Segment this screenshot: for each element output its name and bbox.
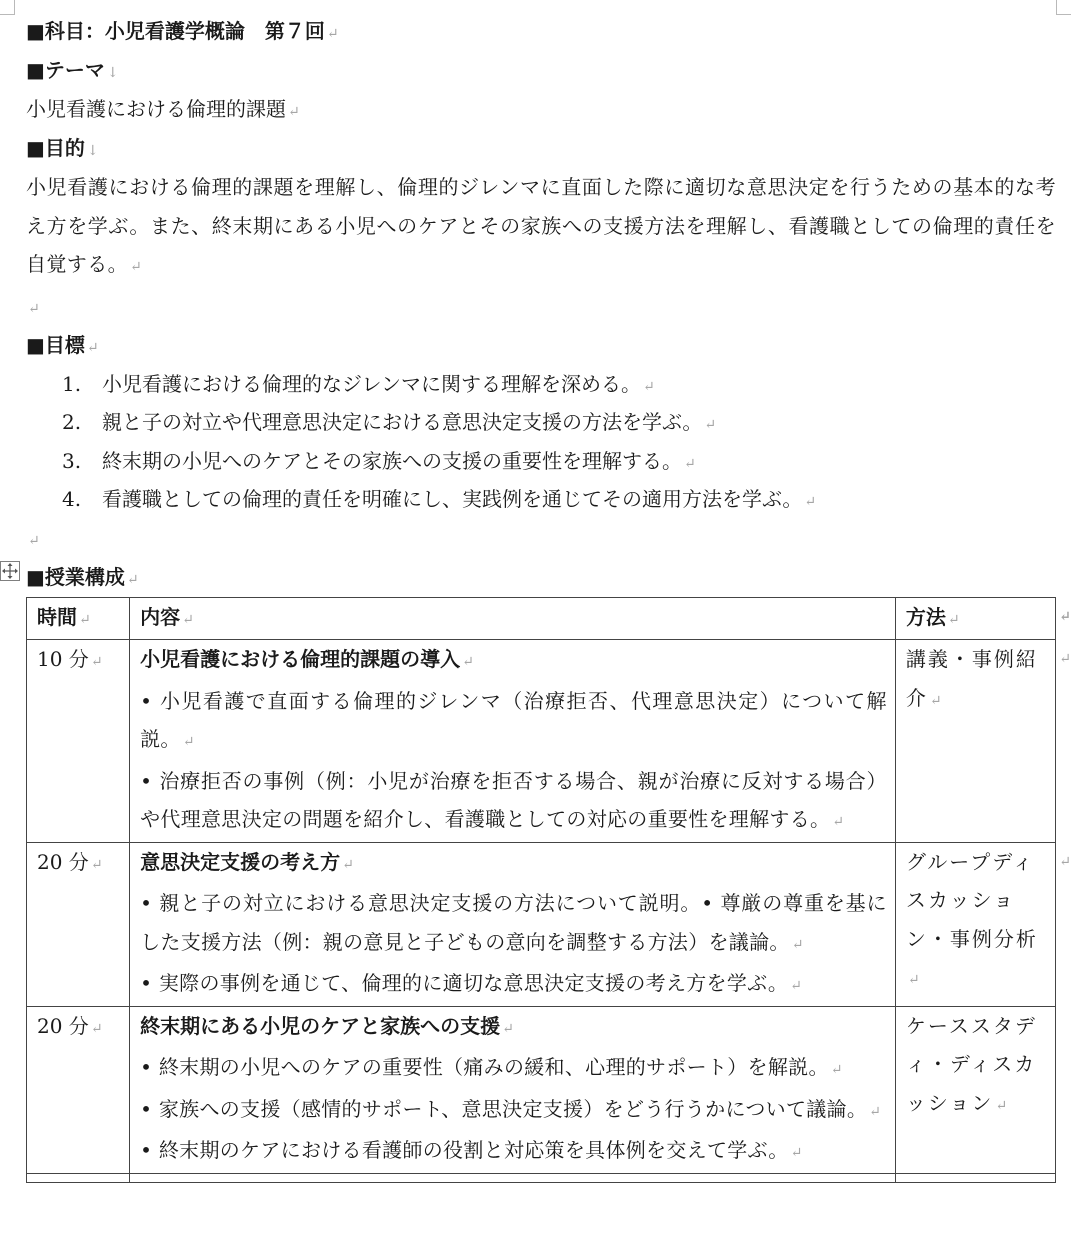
paragraph-mark: ↵ <box>791 936 804 953</box>
paragraph-mark: ↵ <box>832 814 845 830</box>
bullet-item: • 小児看護で直面する倫理的ジレンマ（治療拒否、代理意思決定）について解説。 ↵ <box>140 688 887 751</box>
empty-paragraph <box>26 519 1056 558</box>
bullet-item: • 治療拒否の事例（例：小児が治療を拒否する場合、親が治療に反対する場合）や代理意思決定の問題を紹介し、看護職としての対応の重要性を理解する。 ↵ <box>140 768 887 831</box>
paragraph-mark: ↵ <box>947 611 960 628</box>
paragraph-mark: ↵ <box>907 972 920 988</box>
paragraph-mark: ↵ <box>830 1062 843 1078</box>
header-content-cell[interactable]: 内容 ↵ <box>130 597 896 640</box>
page-corner-top-right <box>1056 0 1071 15</box>
method-cell[interactable]: グループディスカッション・事例分析↵ ↵ <box>895 842 1055 1006</box>
goals-list <box>26 365 1056 519</box>
goal-item <box>26 365 1056 404</box>
goal-text: 看護職としての倫理的責任を明確にし、実践例を通じてその適用方法を学ぶ。 <box>102 487 803 511</box>
paragraph-mark: ↵ <box>804 494 817 510</box>
paragraph-mark: ↵ <box>643 378 655 395</box>
line-break-mark: ↓ <box>106 65 119 81</box>
table-row <box>27 640 1056 843</box>
paragraph-mark: ↵ <box>182 734 195 750</box>
paragraph-mark: ↵ <box>28 532 40 549</box>
goal-number: 1. <box>62 371 82 396</box>
paragraph-mark: ↵ <box>86 339 99 356</box>
row-end-mark: ↵ <box>1059 608 1071 625</box>
goal-text: 小児看護における倫理的なジレンマに関する理解を深める。 <box>102 371 641 396</box>
page-corner-top-left <box>0 0 15 15</box>
table-row-partial <box>27 1173 1056 1182</box>
time-cell[interactable]: 20 分 ↵ <box>27 1006 130 1173</box>
table-header-row <box>27 597 1056 640</box>
time-cell[interactable]: 10 分 ↵ <box>27 640 130 843</box>
theme-text: 小児看護における倫理的課題 ↵ <box>26 97 300 121</box>
bullet-item: • 終末期のケアにおける看護師の役割と対応策を具体例を交えて学ぶ。 ↵ <box>140 1138 803 1162</box>
content-cell[interactable] <box>130 640 896 843</box>
goal-number: 4. <box>62 487 82 511</box>
method-cell[interactable] <box>895 1173 1055 1182</box>
paragraph-mark: ↵ <box>326 26 339 42</box>
time-cell[interactable] <box>27 1173 130 1182</box>
bullet-item: • 家族への支援（感情的サポート、意思決定支援）をどう行うかについて議論。 ↵ <box>140 1096 882 1121</box>
purpose-text: 小児看護における倫理的課題を理解し、倫理的ジレンマに直面した際に適切な意思決定を行うための基本的な考え方を学ぶ。また、終末期にある小児へのケアとその家族への支援方法を理解し、看護職としての倫理的責任を自覚する。 ↵ <box>26 175 1056 276</box>
goal-item <box>26 480 1056 519</box>
theme-heading: ■テーマ ↓ <box>26 58 119 82</box>
paragraph-mark: ↵ <box>995 1097 1008 1114</box>
table-row <box>27 1006 1056 1173</box>
content-cell[interactable] <box>130 1173 896 1182</box>
paragraph-mark: ↵ <box>869 1103 882 1120</box>
bullet-item: • 実際の事例を通じて、倫理的に適切な意思決定支援の考え方を学ぶ。 ↵ <box>140 971 803 995</box>
document-page[interactable] <box>26 12 1071 1183</box>
paragraph-mark: ↵ <box>28 300 40 317</box>
paragraph-mark: ↵ <box>684 455 696 472</box>
bullet-item: • 終末期の小児へのケアの重要性（痛みの緩和、心理的サポート）を解説。 ↵ <box>140 1055 843 1079</box>
row-title: 小児看護における倫理的課題の導入 ↵ <box>140 647 474 671</box>
paragraph-mark: ↵ <box>130 259 143 275</box>
paragraph-mark: ↵ <box>288 104 300 120</box>
paragraph-mark: ↵ <box>929 692 942 709</box>
content-cell[interactable] <box>130 1006 896 1173</box>
line-break-mark: ↓ <box>86 143 99 159</box>
paragraph-mark: ↵ <box>790 978 803 994</box>
goal-number: 3. <box>62 448 82 473</box>
paragraph-mark: ↵ <box>704 417 717 433</box>
goals-heading: ■目標 ↵ <box>26 332 99 357</box>
table-move-handle-icon[interactable] <box>0 561 20 581</box>
row-end-mark: ↵ <box>1059 853 1071 870</box>
goal-text: 親と子の対立や代理意思決定における意思決定支援の方法を学ぶ。 <box>102 410 703 434</box>
row-title: 意思決定支援の考え方 ↵ <box>140 849 354 874</box>
paragraph-mark: ↵ <box>182 611 194 628</box>
paragraph-mark: ↵ <box>90 1020 103 1037</box>
paragraph-mark: ↵ <box>79 611 91 628</box>
goal-item <box>26 442 1056 481</box>
paragraph-mark: ↵ <box>90 856 103 873</box>
method-cell[interactable]: 講義・事例紹介 ↵ ↵ <box>895 640 1055 843</box>
subject-heading: ■科目：小児看護学概論 第７回 ↵ <box>26 19 339 43</box>
table-row <box>27 842 1056 1006</box>
paragraph-mark: ↵ <box>462 654 474 670</box>
row-end-mark: ↵ <box>1059 651 1071 667</box>
goal-item <box>26 403 1056 442</box>
content-cell[interactable] <box>130 842 896 1006</box>
paragraph-mark: ↵ <box>790 1145 803 1161</box>
method-cell[interactable]: ケーススタディ・ディスカッション ↵ <box>895 1006 1055 1173</box>
purpose-heading: ■目的 ↓ <box>26 136 99 160</box>
header-method-cell[interactable]: 方法 ↵ ↵ <box>895 597 1055 640</box>
empty-paragraph <box>26 287 1056 326</box>
goal-number: 2. <box>62 410 82 434</box>
row-title: 終末期にある小児のケアと家族への支援 ↵ <box>140 1013 514 1038</box>
structure-heading: ■授業構成 ↵ <box>26 564 139 589</box>
goal-text: 終末期の小児へのケアとその家族への支援の重要性を理解する。 <box>102 448 682 473</box>
paragraph-mark: ↵ <box>342 856 354 873</box>
paragraph-mark: ↵ <box>126 571 139 588</box>
time-cell[interactable]: 20 分 ↵ <box>27 842 130 1006</box>
paragraph-mark: ↵ <box>90 654 103 670</box>
paragraph-mark: ↵ <box>502 1020 514 1037</box>
bullet-item: • 親と子の対立における意思決定支援の方法について説明。• 尊厳の尊重を基にした支援方法（例：親の意見と子どもの意向を調整する方法）を議論。 ↵ <box>140 891 887 954</box>
header-time-cell[interactable]: 時間 ↵ <box>27 597 130 640</box>
class-structure-table[interactable] <box>26 597 1071 1183</box>
